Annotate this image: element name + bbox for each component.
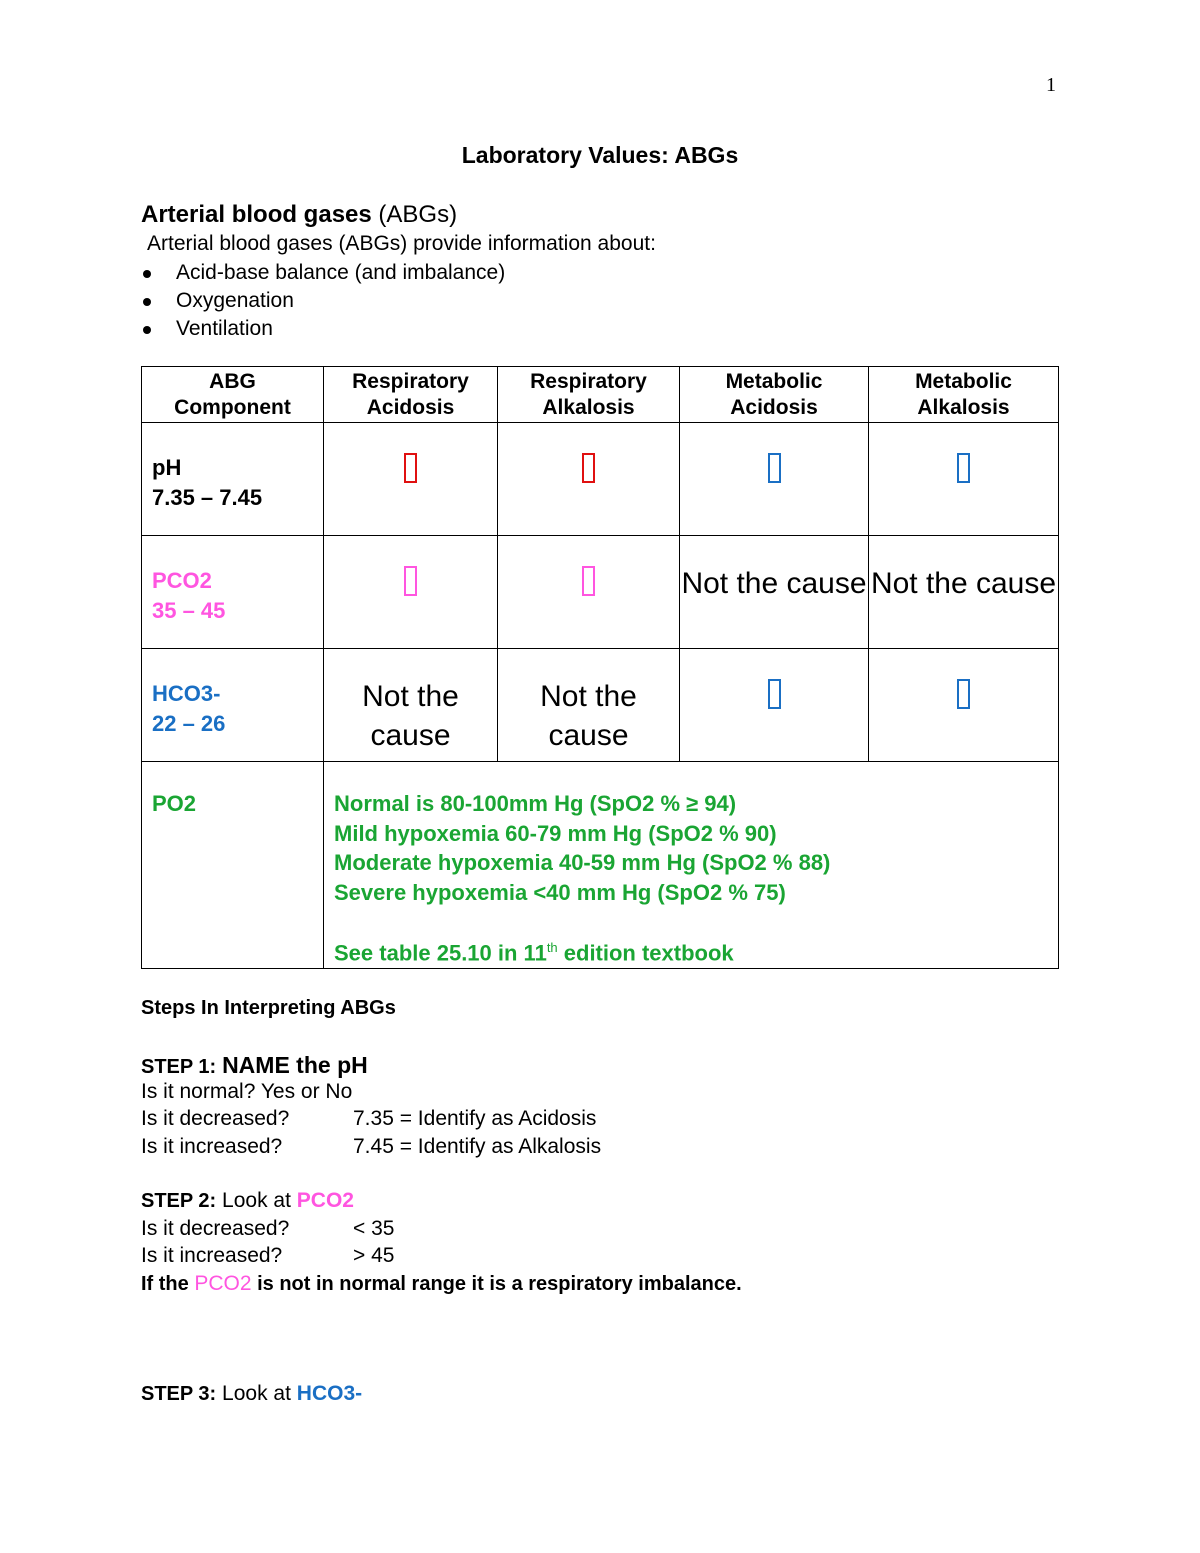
- step1-q2: Is it decreased? 7.35 = Identify as Acidosis: [141, 1107, 597, 1130]
- page-number: 1: [1046, 74, 1056, 96]
- po2-line: Severe hypoxemia <40 mm Hg (SpO2 % 75): [334, 879, 786, 905]
- ph-met-acidosis-cell: [680, 423, 869, 536]
- step2-q1: Is it decreased? < 35: [141, 1217, 395, 1240]
- section-heading-rest: (ABGs): [371, 201, 458, 228]
- section-heading-bold: Arterial blood gases: [141, 201, 372, 228]
- table-row-ph: [142, 423, 1059, 536]
- arrow-up-icon: [404, 566, 417, 596]
- hco3-resp-alkalosis-cell: Not the cause: [498, 649, 680, 762]
- arrow-up-icon: [582, 453, 595, 483]
- bullet-list: [141, 259, 505, 343]
- po2-line: Moderate hypoxemia 40-59 mm Hg (SpO2 % 88): [334, 850, 831, 875]
- header-cell: ABG Component: [142, 367, 324, 423]
- table-header-row: [142, 367, 1059, 423]
- step1-heading: STEP 1: NAME the pH: [141, 1052, 368, 1078]
- steps-heading: Steps In Interpreting ABGs: [141, 997, 396, 1019]
- table-row-po2: [142, 762, 1059, 969]
- arrow-up-icon: [957, 453, 970, 483]
- pco2-met-acidosis-cell: Not the cause: [680, 536, 869, 649]
- hco3-resp-acidosis-cell: Not the cause: [324, 649, 498, 762]
- arrow-up-icon: [957, 679, 970, 709]
- header-cell: Metabolic Alkalosis: [869, 367, 1059, 423]
- table-row-hco3: [142, 649, 1059, 762]
- po2-values-cell: [324, 762, 1059, 969]
- step1-q3: Is it increased? 7.45 = Identify as Alkalosis: [141, 1135, 602, 1158]
- abg-table: [141, 366, 1059, 969]
- pco2-resp-alkalosis-cell: [498, 536, 680, 649]
- ph-met-alkalosis-cell: [869, 423, 1059, 536]
- header-cell: Respiratory Alkalosis: [498, 367, 680, 423]
- po2-label-cell: PO2: [142, 762, 324, 969]
- hco3-met-acidosis-cell: [680, 649, 869, 762]
- bullet-item: Ventilation: [141, 315, 505, 343]
- pco2-met-alkalosis-cell: Not the cause: [869, 536, 1059, 649]
- ph-label-cell: pH 7.35 – 7.45: [142, 423, 324, 536]
- po2-textbook-ref: See table 25.10 in 11th edition textbook: [334, 940, 734, 966]
- bullet-item: Acid-base balance (and imbalance): [141, 259, 505, 287]
- po2-line: Mild hypoxemia 60-79 mm Hg (SpO2 % 90): [334, 820, 777, 846]
- pco2-resp-acidosis-cell: [324, 536, 498, 649]
- document-title: Laboratory Values: ABGs: [461, 142, 739, 168]
- section-heading: [141, 201, 457, 229]
- header-cell: Metabolic Acidosis: [680, 367, 869, 423]
- ph-resp-acidosis-cell: [324, 423, 498, 536]
- bullet-item: Oxygenation: [141, 287, 505, 315]
- arrow-down-icon: [768, 453, 781, 483]
- arrow-down-icon: [404, 453, 417, 483]
- hco3-met-alkalosis-cell: [869, 649, 1059, 762]
- arrow-down-icon: [768, 679, 781, 709]
- po2-line: Normal is 80-100mm Hg (SpO2 % ≥ 94): [334, 791, 737, 816]
- table-row-pco2: [142, 536, 1059, 649]
- step2-q2: Is it increased? > 45: [141, 1244, 395, 1267]
- step3-heading: STEP 3: Look at HCO3-: [141, 1382, 363, 1405]
- header-cell: Respiratory Acidosis: [324, 367, 498, 423]
- step1-q1: Is it normal? Yes or No: [141, 1080, 353, 1103]
- step2-note: If the PCO2 is not in normal range it is a respiratory imbalance.: [141, 1272, 742, 1295]
- arrow-down-icon: [582, 566, 595, 596]
- hco3-label-cell: HCO3- 22 – 26: [142, 649, 324, 762]
- intro-text: Arterial blood gases (ABGs) provide information about:: [147, 232, 656, 255]
- ph-resp-alkalosis-cell: [498, 423, 680, 536]
- pco2-label-cell: PCO2 35 – 45: [142, 536, 324, 649]
- step2-heading: STEP 2: Look at PCO2: [141, 1189, 354, 1212]
